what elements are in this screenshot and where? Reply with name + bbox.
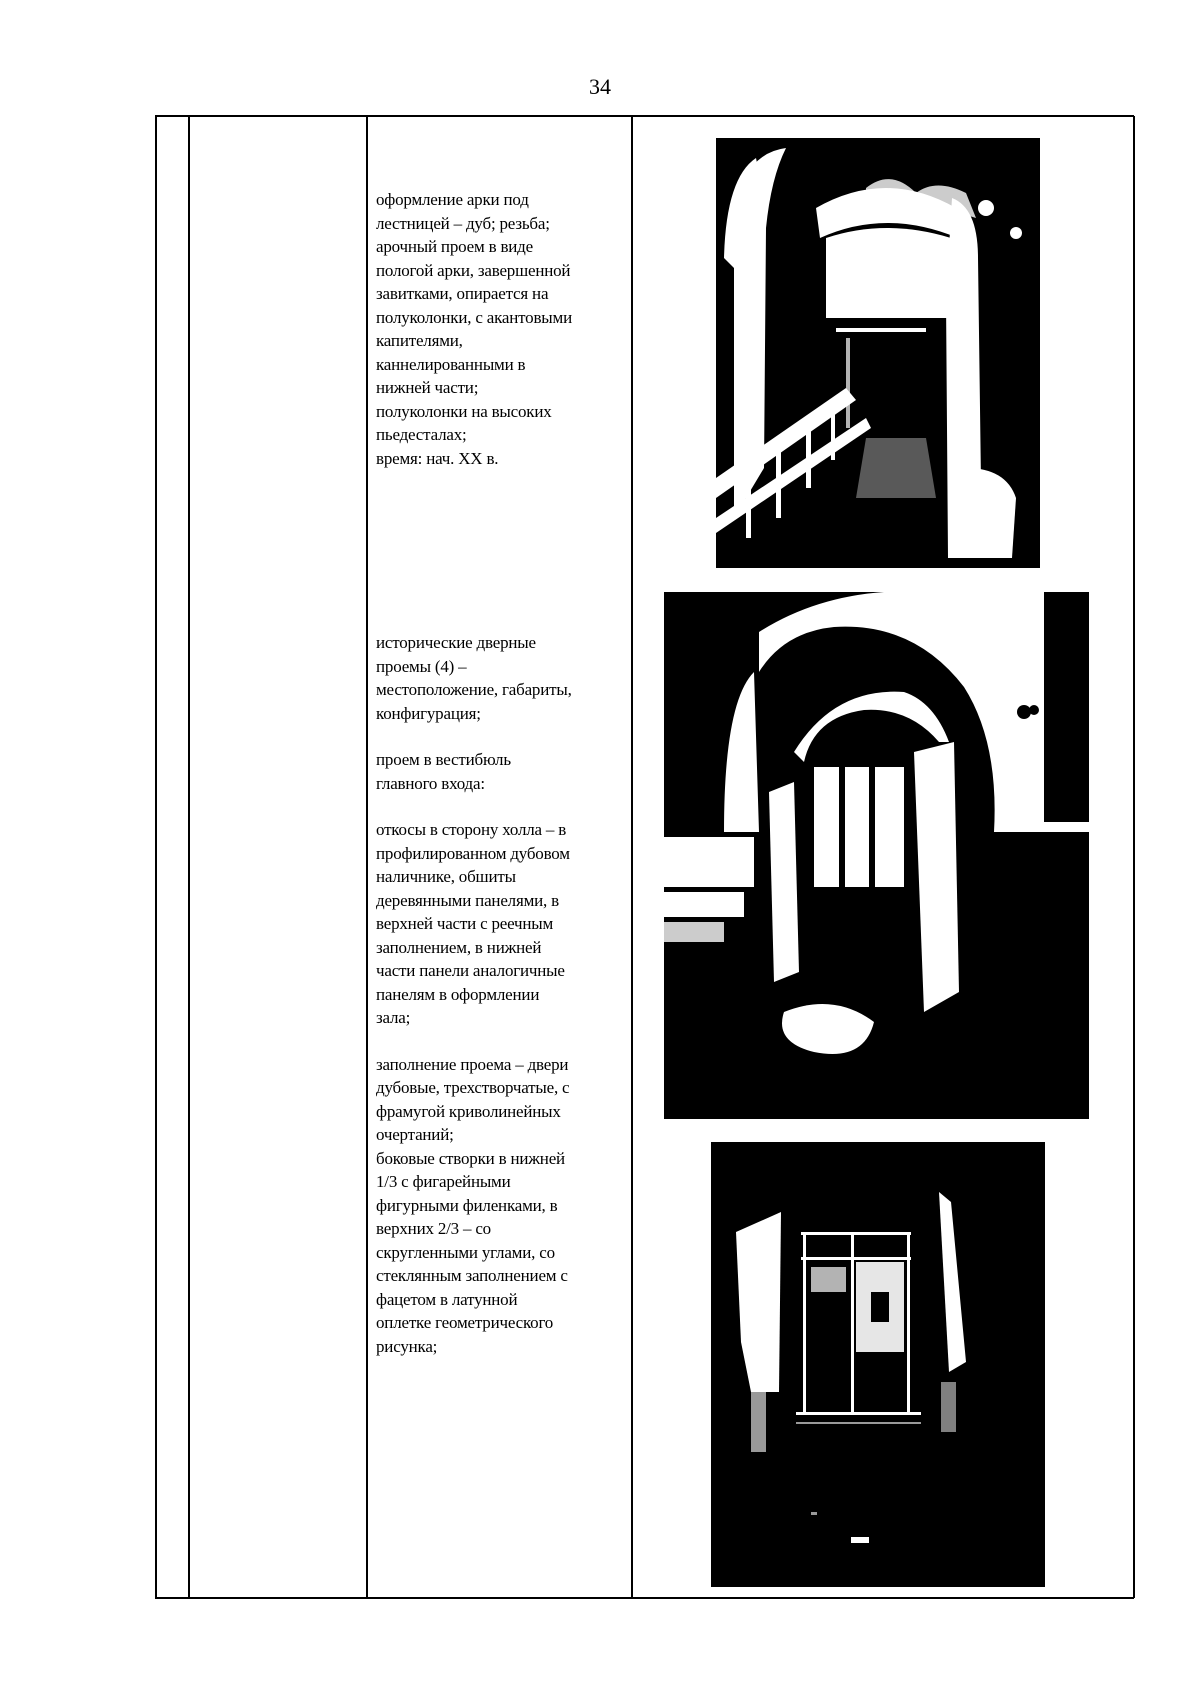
photo-triple-door (711, 1142, 1045, 1587)
text-line: верхней части с реечным (376, 914, 554, 933)
table-col-border-2 (188, 116, 190, 1598)
text-line: очертаний; (376, 1125, 454, 1144)
table-bottom-border (155, 1597, 1134, 1599)
text-line: заполнение проема – двери (376, 1054, 569, 1074)
text-line: дубовые, трехстворчатые, с (376, 1078, 570, 1097)
text-line: завитками, опирается на (376, 284, 549, 303)
text-line: части панели аналогичные (376, 961, 565, 980)
text-line: наличнике, обшиты (376, 867, 516, 886)
text-line: конфигурация; (376, 703, 481, 723)
text-line: фацетом в латунной (376, 1289, 518, 1309)
text-line: полуколонки, с акантовыми (376, 307, 572, 327)
text-line: рисунка; (376, 1336, 438, 1356)
photo-arched-doorway (664, 592, 1089, 1119)
text-line: лестницей – дуб; резьба; (376, 213, 550, 233)
text-line: зала; (376, 1008, 411, 1027)
table-col-border-3 (366, 116, 368, 1598)
description-doorways (376, 631, 624, 1358)
photo-arch-under-staircase (716, 138, 1040, 568)
text-line: верхних 2/3 – со (376, 1219, 491, 1238)
text-line: пьедесталах; (376, 425, 467, 444)
text-line: исторические дверные (376, 633, 536, 652)
text-line: каннелированными в (376, 354, 526, 374)
text-line: главного входа: (376, 773, 485, 793)
text-line: скругленными углами, со (376, 1242, 555, 1262)
text-line: полуколонки на высоких (376, 401, 552, 421)
text-line: боковые створки в нижней (376, 1148, 565, 1168)
text-line: профилированном дубовом (376, 843, 570, 863)
text-line: панелям в оформлении (376, 984, 540, 1004)
text-line: оформление арки под (376, 190, 529, 209)
text-line: нижней части; (376, 378, 479, 397)
text-line: проемы (4) – (376, 656, 467, 676)
text-line: 1/3 с фигарейными (376, 1172, 511, 1191)
text-line: местоположение, габариты, (376, 680, 572, 699)
text-line: проем в вестибюль (376, 750, 511, 769)
text-line: капителями, (376, 331, 463, 350)
table-col-border-1 (155, 116, 157, 1598)
page-number: 34 (589, 74, 611, 99)
text-line: фрамугой криволинейных (376, 1101, 561, 1121)
text-line: арочный проем в виде (376, 237, 533, 256)
text-line: пологой арки, завершенной (376, 260, 571, 280)
table-col-border-5 (1133, 116, 1135, 1598)
text-line: откосы в сторону холла – в (376, 820, 567, 839)
table-col-border-4 (631, 116, 633, 1598)
text-line: время: нач. XX в. (376, 448, 499, 468)
table-top-border (155, 115, 1134, 117)
text-line: оплетке геометрического (376, 1313, 554, 1332)
text-line: стеклянным заполнением с (376, 1266, 568, 1285)
description-arch (376, 188, 624, 470)
text-line: фигурными филенками, в (376, 1195, 558, 1215)
text-line: заполнением, в нижней (376, 937, 542, 957)
text-line: деревянными панелями, в (376, 890, 559, 910)
